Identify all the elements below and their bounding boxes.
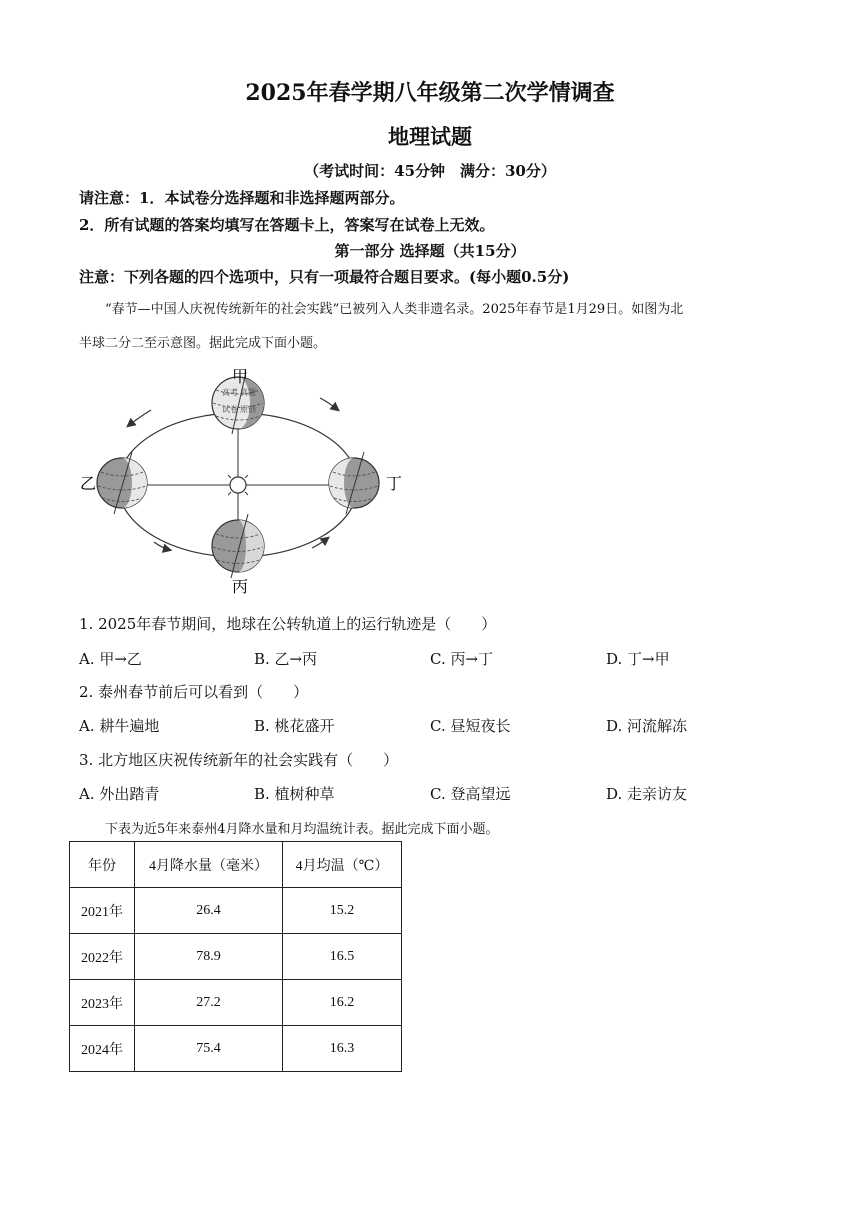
table-row — [70, 980, 402, 1026]
table-cell-precip: 26.4 — [135, 888, 283, 934]
table-row — [70, 934, 402, 980]
q3-option-a[interactable]: A. 外出踏青 — [79, 785, 160, 803]
q1-option-d[interactable]: D. 丁→甲 — [606, 650, 670, 668]
arrow-ding-to-jia — [320, 398, 338, 410]
q1-option-a[interactable]: A. 甲→乙 — [79, 650, 142, 668]
table-header-cell: 4月降水量（毫米） — [135, 842, 283, 888]
solstice-equinox-diagram — [76, 362, 416, 598]
q3-option-d[interactable]: D. 走亲访友 — [606, 785, 688, 803]
note-2: 2．所有试题的答案均填写在答题卡上，答案写在试卷上无效。 — [79, 216, 495, 234]
q1-option-c[interactable]: C. 丙→丁 — [430, 650, 494, 668]
part1-heading: 第一部分 选择题（共15分） — [334, 242, 526, 260]
table-cell-temp: 16.2 — [283, 980, 402, 1026]
svg-text:试卷: 试卷 — [222, 405, 238, 414]
passage2-text: 下表为近5年来泰州4月降水量和月均温统计表。据此完成下面小题。 — [105, 822, 499, 837]
table-header-cell: 4月均温（℃） — [283, 842, 402, 888]
watermark-text: 高考 — [222, 388, 238, 397]
passage1-line2: 半球二分二至示意图。据此完成下面小题。 — [79, 336, 327, 351]
table-header-row — [70, 842, 402, 888]
exam-info: （考试时间：45分钟 满分：30分） — [304, 162, 556, 180]
note-1: 请注意：1．本试卷分选择题和非选择题两部分。 — [79, 189, 405, 207]
q3-option-b[interactable]: B. 植树种草 — [254, 785, 335, 803]
label-yi: 乙 — [80, 476, 97, 493]
q2-option-a[interactable]: A. 耕牛遍地 — [79, 717, 160, 735]
question-2-stem: 2. 泰州春节前后可以看到（ ） — [79, 683, 309, 701]
table-row — [70, 888, 402, 934]
svg-text:真题: 真题 — [240, 388, 256, 397]
earth-bing — [212, 514, 264, 578]
table-cell-year: 2024年 — [70, 1026, 135, 1072]
q2-option-c[interactable]: C. 昼短夜长 — [430, 717, 511, 735]
arrow-jia-to-yi — [128, 410, 151, 426]
exam-title: 2025年春学期八年级第二次学情调查 — [245, 80, 615, 106]
q2-option-d[interactable]: D. 河流解冻 — [606, 717, 688, 735]
table-cell-year: 2023年 — [70, 980, 135, 1026]
q3-option-c[interactable]: C. 登高望远 — [430, 785, 511, 803]
table-header-cell: 年份 — [70, 842, 135, 888]
label-ding: 丁 — [386, 476, 403, 493]
climate-table — [69, 841, 402, 1072]
part1-instruction: 注意：下列各题的四个选项中，只有一项最符合题目要求。(每小题0.5分) — [79, 268, 570, 286]
table-cell-precip: 27.2 — [135, 980, 283, 1026]
q1-option-b[interactable]: B. 乙→丙 — [254, 650, 318, 668]
label-bing: 丙 — [231, 579, 249, 596]
question-1-stem: 1. 2025年春节期间，地球在公转轨道上的运行轨迹是（ ） — [79, 615, 497, 633]
table-cell-temp: 16.5 — [283, 934, 402, 980]
table-cell-precip: 78.9 — [135, 934, 283, 980]
question-3-stem: 3. 北方地区庆祝传统新年的社会实践有（ ） — [79, 751, 399, 769]
table-cell-year: 2022年 — [70, 934, 135, 980]
earth-ding — [329, 452, 379, 514]
table-row — [70, 1026, 402, 1072]
exam-subject: 地理试题 — [388, 124, 472, 149]
table-cell-temp: 16.3 — [283, 1026, 402, 1072]
arrow-bing-to-ding — [312, 538, 328, 548]
table-cell-temp: 15.2 — [283, 888, 402, 934]
table-cell-precip: 75.4 — [135, 1026, 283, 1072]
passage1-line1: “春节—中国人庆祝传统新年的社会实践”已被列入人类非遗名录。2025年春节是1月29日。如图为北 — [105, 302, 684, 317]
label-jia: 甲 — [231, 369, 249, 386]
earth-yi — [97, 452, 147, 514]
table-cell-year: 2021年 — [70, 888, 135, 934]
q2-option-b[interactable]: B. 桃花盛开 — [254, 717, 335, 735]
svg-text:原创: 原创 — [240, 405, 256, 414]
